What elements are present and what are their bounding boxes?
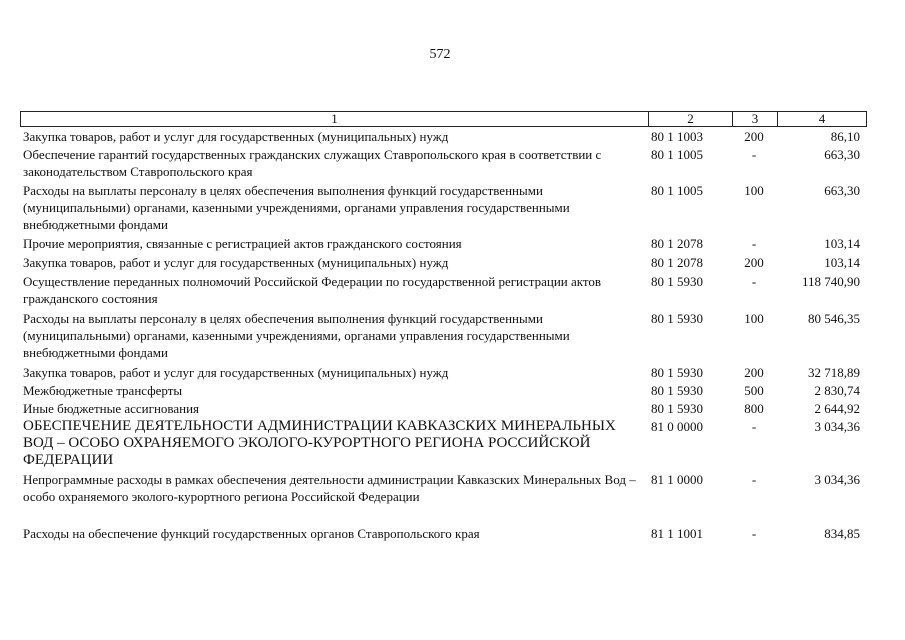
table-row bbox=[23, 182, 867, 233]
row-code: 80 1 5930 bbox=[651, 383, 703, 398]
row-code: 80 1 1005 bbox=[651, 183, 703, 198]
table-row bbox=[23, 146, 867, 180]
row-expense-type: 200 bbox=[744, 129, 764, 144]
row-expense-type: - bbox=[751, 419, 757, 434]
header-col-1: 1 bbox=[21, 112, 649, 126]
row-amount: 118 740,90 bbox=[801, 274, 860, 289]
row-code: 80 1 5930 bbox=[651, 274, 703, 289]
row-description: Расходы на выплаты персоналу в целях обеспечения выполнения функций государственными (муниципальными) органами, казенными учреждениями, органами управления государственными внебюджетными фондами bbox=[23, 183, 570, 232]
table-row bbox=[23, 400, 867, 417]
row-code: 81 1 1001 bbox=[651, 526, 703, 541]
row-description: Расходы на обеспечение функций государственных органов Ставропольского края bbox=[23, 526, 480, 541]
row-expense-type: - bbox=[751, 472, 757, 487]
row-code: 81 0 0000 bbox=[651, 419, 703, 434]
row-description: Осуществление переданных полномочий Российской Федерации по государственной регистрации актов гражданского состояния bbox=[23, 274, 602, 306]
row-amount: 2 644,92 bbox=[814, 401, 860, 416]
row-amount: 32 718,89 bbox=[808, 365, 860, 380]
row-description: Закупка товаров, работ и услуг для государственных (муниципальных) нужд bbox=[23, 129, 449, 144]
table-row bbox=[23, 471, 867, 505]
row-expense-type: 800 bbox=[744, 401, 764, 416]
row-description: Иные бюджетные ассигнования bbox=[23, 401, 200, 416]
row-description: Межбюджетные трансферты bbox=[23, 383, 183, 398]
section-header-row bbox=[23, 418, 867, 469]
row-description: ОБЕСПЕЧЕНИЕ ДЕЯТЕЛЬНОСТИ АДМИНИСТРАЦИИ КАВКАЗСКИХ МИНЕРАЛЬНЫХ ВОД – ОСОБО ОХРАНЯЕМОГО ЭКОЛОГО-КУРОРТНОГО РЕГИОНА РОССИЙСКОЙ ФЕДЕРАЦИИ bbox=[23, 418, 616, 468]
header-col-3: 3 bbox=[733, 112, 778, 126]
row-amount: 2 830,74 bbox=[814, 383, 860, 398]
row-expense-type: - bbox=[751, 526, 757, 541]
row-code: 80 1 5930 bbox=[651, 401, 703, 416]
table-row bbox=[23, 382, 867, 399]
row-description: Обеспечение гарантий государственных гражданских служащих Ставропольского края в соответствии с законодательством Ставропольского края bbox=[23, 147, 602, 179]
row-expense-type: 200 bbox=[744, 255, 764, 270]
row-amount: 3 034,36 bbox=[814, 419, 860, 434]
row-expense-type: 100 bbox=[744, 183, 764, 198]
row-amount: 834,85 bbox=[824, 526, 860, 541]
row-code: 80 1 2078 bbox=[651, 236, 703, 251]
row-amount: 663,30 bbox=[824, 183, 860, 198]
row-expense-type: - bbox=[751, 236, 757, 251]
row-code: 80 1 1003 bbox=[651, 129, 703, 144]
table-row bbox=[23, 235, 867, 252]
table-row bbox=[23, 525, 867, 542]
table-row bbox=[23, 254, 867, 271]
row-expense-type: 200 bbox=[744, 365, 764, 380]
row-expense-type: - bbox=[751, 274, 757, 289]
row-expense-type: - bbox=[751, 147, 757, 162]
row-code: 80 1 2078 bbox=[651, 255, 703, 270]
row-description: Закупка товаров, работ и услуг для государственных (муниципальных) нужд bbox=[23, 255, 449, 270]
row-amount: 86,10 bbox=[830, 129, 860, 144]
row-code: 80 1 1005 bbox=[651, 147, 703, 162]
row-expense-type: 100 bbox=[744, 311, 764, 326]
header-col-2: 2 bbox=[649, 112, 733, 126]
row-amount: 3 034,36 bbox=[814, 472, 860, 487]
table-row bbox=[23, 273, 867, 307]
row-amount: 103,14 bbox=[824, 236, 860, 251]
table-row bbox=[23, 128, 867, 145]
row-description: Непрограммные расходы в рамках обеспечения деятельности администрации Кавказских Минеральных Вод – особо охраняемого эколого-курортного региона Российской Федерации bbox=[23, 472, 636, 504]
row-amount: 103,14 bbox=[824, 255, 860, 270]
row-description: Расходы на выплаты персоналу в целях обеспечения выполнения функций государственными (муниципальными) органами, казенными учреждениями, органами управления государственными внебюджетными фондами bbox=[23, 311, 570, 360]
row-expense-type: 500 bbox=[744, 383, 764, 398]
row-code: 80 1 5930 bbox=[651, 365, 703, 380]
row-amount: 80 546,35 bbox=[808, 311, 860, 326]
row-description: Прочие мероприятия, связанные с регистрацией актов гражданского состояния bbox=[23, 236, 462, 251]
row-description: Закупка товаров, работ и услуг для государственных (муниципальных) нужд bbox=[23, 365, 449, 380]
table-row bbox=[23, 364, 867, 381]
page-number: 572 bbox=[429, 47, 451, 62]
row-code: 80 1 5930 bbox=[651, 311, 703, 326]
row-amount: 663,30 bbox=[824, 147, 860, 162]
table-header bbox=[20, 111, 867, 127]
budget-table bbox=[23, 128, 867, 542]
row-code: 81 1 0000 bbox=[651, 472, 703, 487]
header-col-4: 4 bbox=[818, 111, 826, 126]
table-row bbox=[23, 310, 867, 361]
